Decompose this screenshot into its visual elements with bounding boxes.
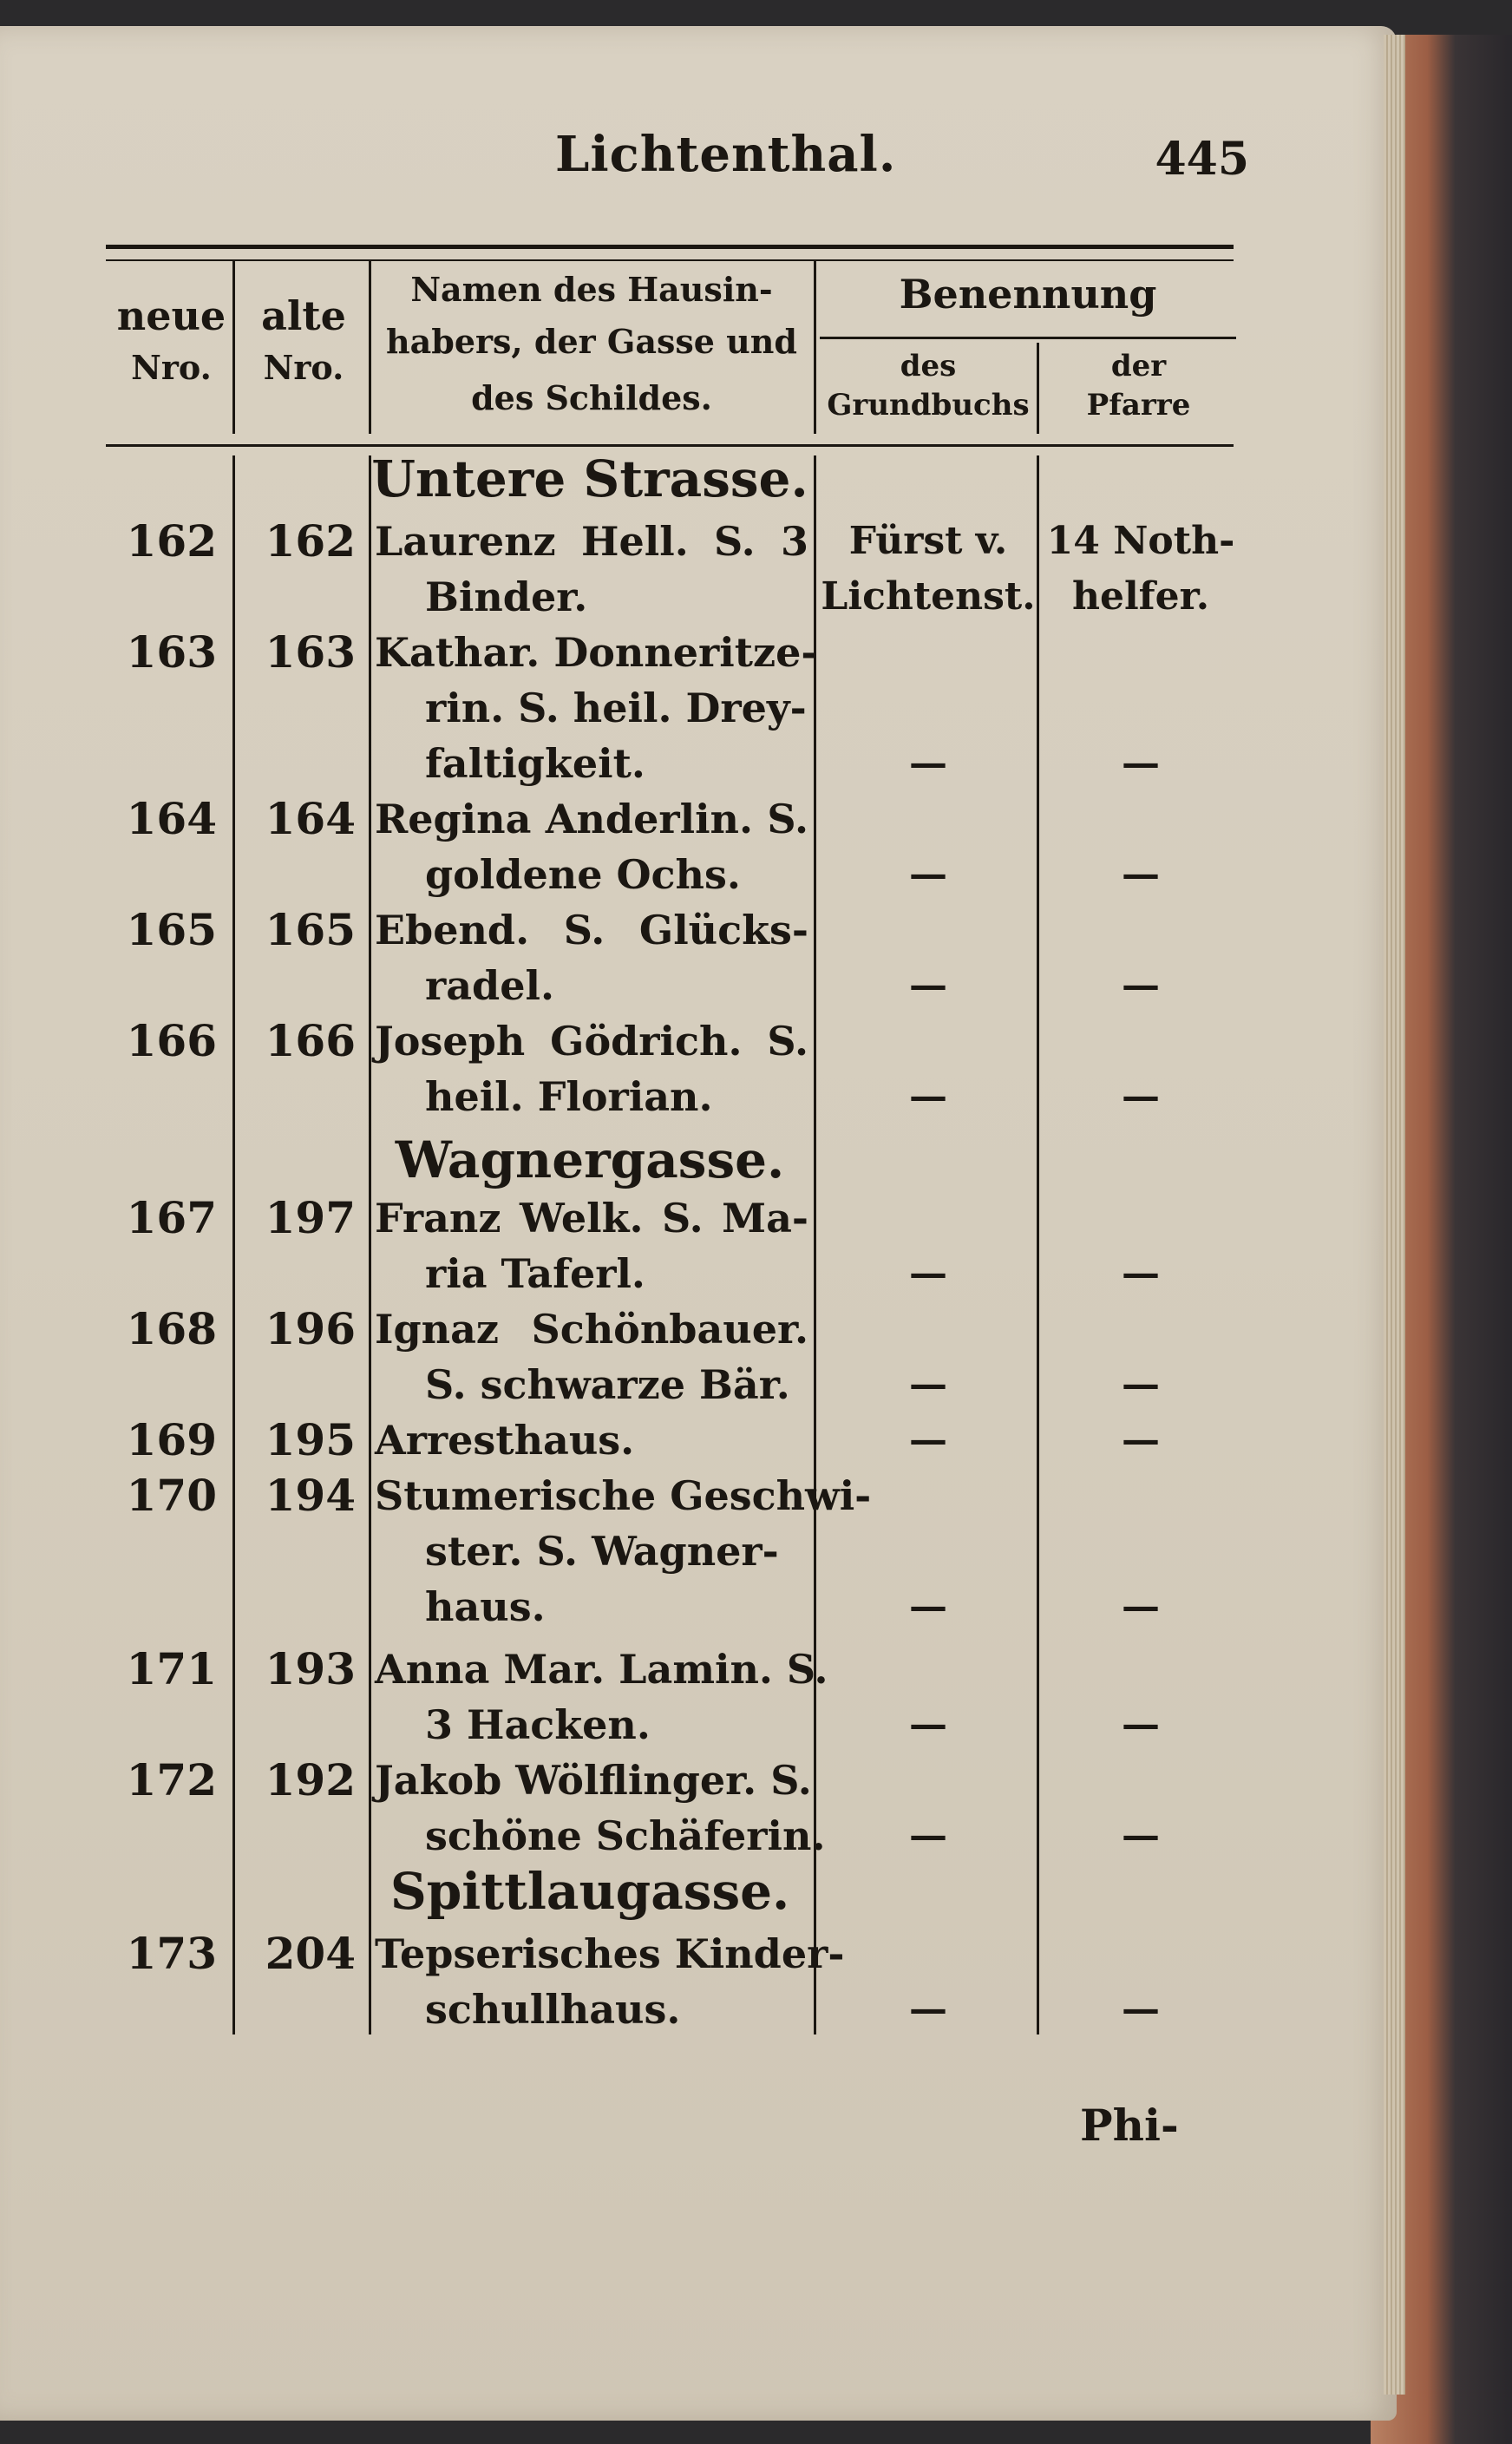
alte-nummer: 164 bbox=[265, 793, 356, 844]
owner-entry bbox=[375, 791, 808, 902]
pfarre-cell: — bbox=[1122, 1251, 1160, 1295]
page-title: Lichtenthal. bbox=[555, 126, 897, 183]
grundbuch-cell: — bbox=[909, 1702, 947, 1746]
pfarre-cell: — bbox=[1122, 1584, 1160, 1628]
pfarre-cell: — bbox=[1122, 1813, 1160, 1858]
grundbuch-cell: — bbox=[909, 1813, 947, 1858]
column-divider bbox=[232, 455, 235, 2034]
grundbuch-cell: — bbox=[909, 741, 947, 785]
neue-nummer: 173 bbox=[126, 1928, 217, 1979]
header-namen-line2: habers, der Gasse und bbox=[386, 322, 797, 361]
header-namen-line1: Namen des Hausin- bbox=[410, 270, 773, 309]
alte-nummer: 195 bbox=[265, 1414, 356, 1465]
owner-line: ria Taferl. bbox=[425, 1250, 645, 1297]
street-heading: Wagnergasse. bbox=[395, 1130, 785, 1189]
pfarre-cell: — bbox=[1122, 1362, 1160, 1406]
owner-entry bbox=[375, 1468, 872, 1635]
header-alte-nro: Nro. bbox=[263, 348, 344, 387]
grundbuch-cell: — bbox=[909, 1362, 947, 1406]
neue-nummer: 168 bbox=[126, 1303, 217, 1354]
owner-entry bbox=[375, 1926, 845, 2037]
neue-nummer: 166 bbox=[126, 1015, 217, 1066]
header-neue: neue bbox=[116, 292, 226, 339]
column-divider bbox=[1037, 343, 1039, 434]
owner-line: Joseph Gödrich. S. bbox=[375, 1018, 808, 1065]
grundbuch-cell: — bbox=[909, 1418, 947, 1462]
grundbuch-cell: — bbox=[909, 852, 947, 896]
owner-line: 3 Hacken. bbox=[425, 1701, 651, 1748]
grundbuch-cell: — bbox=[909, 1074, 947, 1118]
pfarre-cell: — bbox=[1122, 1074, 1160, 1118]
owner-line: Franz Welk. S. Ma- bbox=[375, 1195, 808, 1242]
neue-nummer: 162 bbox=[126, 515, 217, 567]
neue-nummer: 169 bbox=[126, 1414, 217, 1465]
column-divider bbox=[814, 455, 816, 2034]
pfarre-line: helfer. bbox=[1071, 574, 1210, 619]
catchword: Phi- bbox=[1080, 2100, 1179, 2151]
header-benennung: Benennung bbox=[899, 271, 1157, 318]
header-pfarre-line1: der bbox=[1110, 349, 1167, 383]
alte-nummer: 163 bbox=[265, 626, 356, 678]
page-edge bbox=[1384, 35, 1405, 2395]
alte-nummer: 197 bbox=[265, 1192, 356, 1243]
grundbuch-line: Lichtenst. bbox=[821, 574, 1036, 619]
grundbuch-cell: — bbox=[909, 1584, 947, 1628]
grundbuch-cell: — bbox=[909, 963, 947, 1007]
column-divider bbox=[1037, 455, 1039, 2034]
header-alte: alte bbox=[261, 292, 346, 339]
owner-line: Ignaz Schönbauer. bbox=[375, 1306, 808, 1353]
header-grundbuch-line1: des bbox=[900, 349, 957, 383]
alte-nummer: 196 bbox=[265, 1303, 356, 1354]
owner-line: Arresthaus. bbox=[375, 1417, 635, 1464]
owner-line: S. schwarze Bär. bbox=[425, 1361, 790, 1408]
owner-line: haus. bbox=[425, 1583, 546, 1630]
owner-line: goldene Ochs. bbox=[425, 851, 741, 898]
column-divider bbox=[232, 260, 235, 434]
column-divider bbox=[369, 260, 371, 434]
owner-entry bbox=[375, 1753, 826, 1864]
owner-line: schullhaus. bbox=[425, 1986, 681, 2033]
owner-entry bbox=[375, 1190, 808, 1301]
owner-entry bbox=[375, 1412, 808, 1468]
grundbuch-cell bbox=[820, 514, 1037, 625]
owner-entry bbox=[375, 1641, 828, 1753]
owner-entry bbox=[375, 1013, 808, 1124]
street-heading: Untere Strasse. bbox=[371, 449, 808, 508]
street-heading: Spittlaugasse. bbox=[389, 1862, 790, 1921]
header-pfarre-line2: Pfarre bbox=[1086, 388, 1191, 423]
pfarre-line: 14 Noth- bbox=[1046, 519, 1235, 563]
page-number: 445 bbox=[1155, 133, 1249, 186]
owner-line: schöne Schäferin. bbox=[425, 1812, 826, 1859]
owner-line: heil. Florian. bbox=[425, 1073, 713, 1120]
pfarre-cell: — bbox=[1122, 741, 1160, 785]
alte-nummer: 166 bbox=[265, 1015, 356, 1066]
top-double-rule bbox=[106, 245, 1234, 261]
owner-line: rin. S. heil. Drey- bbox=[425, 685, 807, 731]
owner-line: Stumerische Geschwi- bbox=[375, 1472, 872, 1519]
header-namen-line3: des Schildes. bbox=[471, 378, 712, 417]
neue-nummer: 163 bbox=[126, 626, 217, 678]
owner-line: Kathar. Donneritze- bbox=[375, 629, 818, 676]
pfarre-cell: — bbox=[1122, 963, 1160, 1007]
alte-nummer: 162 bbox=[265, 515, 356, 567]
pfarre-cell: — bbox=[1122, 1702, 1160, 1746]
neue-nummer: 170 bbox=[126, 1470, 217, 1521]
pfarre-cell: — bbox=[1122, 852, 1160, 896]
owner-line: Ebend. S. Glücks- bbox=[375, 907, 808, 953]
alte-nummer: 192 bbox=[265, 1754, 356, 1805]
column-divider bbox=[814, 260, 816, 434]
neue-nummer: 165 bbox=[126, 904, 217, 955]
owner-line: Tepserisches Kinder- bbox=[375, 1930, 845, 1977]
owner-entry bbox=[375, 514, 808, 625]
header-bottom-rule bbox=[106, 444, 1234, 447]
pfarre-cell: — bbox=[1122, 1987, 1160, 2031]
running-head bbox=[104, 126, 1249, 204]
grundbuch-cell: — bbox=[909, 1987, 947, 2031]
benennung-rule bbox=[820, 337, 1236, 339]
owner-line: Regina Anderlin. S. bbox=[375, 796, 808, 842]
grundbuch-cell: — bbox=[909, 1251, 947, 1295]
neue-nummer: 164 bbox=[126, 793, 217, 844]
alte-nummer: 204 bbox=[265, 1928, 356, 1979]
owner-line: Anna Mar. Lamin. S. bbox=[375, 1646, 828, 1693]
header-grundbuch-line2: Grundbuchs bbox=[827, 388, 1030, 423]
neue-nummer: 171 bbox=[126, 1643, 217, 1694]
alte-nummer: 194 bbox=[265, 1470, 356, 1521]
pfarre-cell bbox=[1041, 514, 1240, 625]
owner-line: Binder. bbox=[425, 573, 588, 620]
neue-nummer: 167 bbox=[126, 1192, 217, 1243]
owner-line: faltigkeit. bbox=[425, 740, 645, 787]
column-divider bbox=[369, 455, 371, 2034]
alte-nummer: 165 bbox=[265, 904, 356, 955]
owner-line: ster. S. Wagner- bbox=[425, 1528, 779, 1575]
grundbuch-line: Fürst v. bbox=[848, 519, 1008, 563]
owner-line: Laurenz Hell. S. 3 bbox=[375, 518, 808, 565]
pfarre-cell: — bbox=[1122, 1418, 1160, 1462]
owner-entry bbox=[375, 902, 808, 1013]
owner-line: Jakob Wölflinger. S. bbox=[375, 1757, 812, 1804]
header-neue-nro: Nro. bbox=[131, 348, 212, 387]
owner-entry bbox=[375, 625, 818, 791]
alte-nummer: 193 bbox=[265, 1643, 356, 1694]
owner-entry bbox=[375, 1301, 808, 1412]
neue-nummer: 172 bbox=[126, 1754, 217, 1805]
owner-line: radel. bbox=[425, 962, 554, 1009]
